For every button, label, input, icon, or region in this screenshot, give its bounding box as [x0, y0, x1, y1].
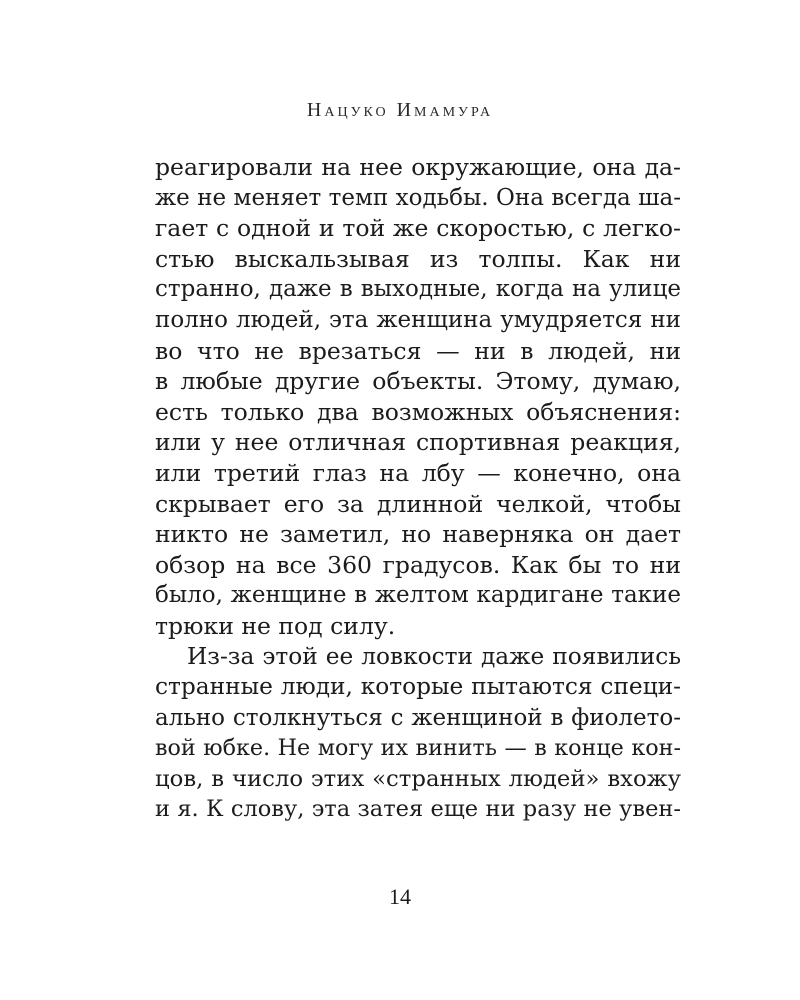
text-line: было, женщине в желтом кардигане такие [155, 582, 681, 609]
page-number: 14 [389, 884, 411, 909]
text-line: странно, даже в выходные, когда на улице [155, 276, 681, 303]
text-line: трюки не под силу. [155, 611, 396, 640]
text-line: в любые другие объекты. Этому, думаю, [155, 367, 681, 396]
text-line: Из-за этой ее ловкости даже появились [187, 642, 681, 670]
text-line: есть только два возможных объяснения: [155, 397, 681, 426]
text-line: гает с одной и той же скоростью, с легко- [155, 214, 681, 243]
paragraph [155, 152, 681, 642]
text-line: никто не заметил, но наверняка он дает [155, 520, 681, 549]
text-line: или третий глаз на лбу — конечно, она [155, 458, 681, 487]
text-line: вой юбке. Не могу их винить — в конце кон- [155, 735, 681, 762]
text-line: странные люди, которые пытаются специ- [155, 673, 681, 701]
text-line: полно людей, эта женщина умудряется ни [155, 306, 681, 333]
text-line: же не меняет темп ходьбы. Она всегда ша- [155, 184, 681, 211]
paragraph [155, 642, 681, 826]
text-line: или у нее отличная спортивная реакция, [155, 428, 681, 457]
text-line: ально столкнуться с женщиной в фиолето- [155, 704, 681, 731]
text-line: скрывает его за длинной челкой, чтобы [155, 489, 681, 518]
text-line: обзор на все 360 градусов. Как бы то ни [155, 550, 681, 579]
text-line: стью выскальзывая из толпы. Как ни [155, 244, 681, 273]
body-text [155, 152, 681, 825]
text-line: цов, в число этих «странных людей» вхожу [155, 765, 681, 792]
text-line: во что не врезаться — ни в людей, ни [155, 336, 681, 365]
text-line: реагировали на нее окружающие, она да- [155, 153, 681, 181]
running-head-author: Нацуко Имамура [306, 99, 494, 121]
text-line: и я. К слову, эта затея еще ни разу не увен- [155, 796, 681, 823]
